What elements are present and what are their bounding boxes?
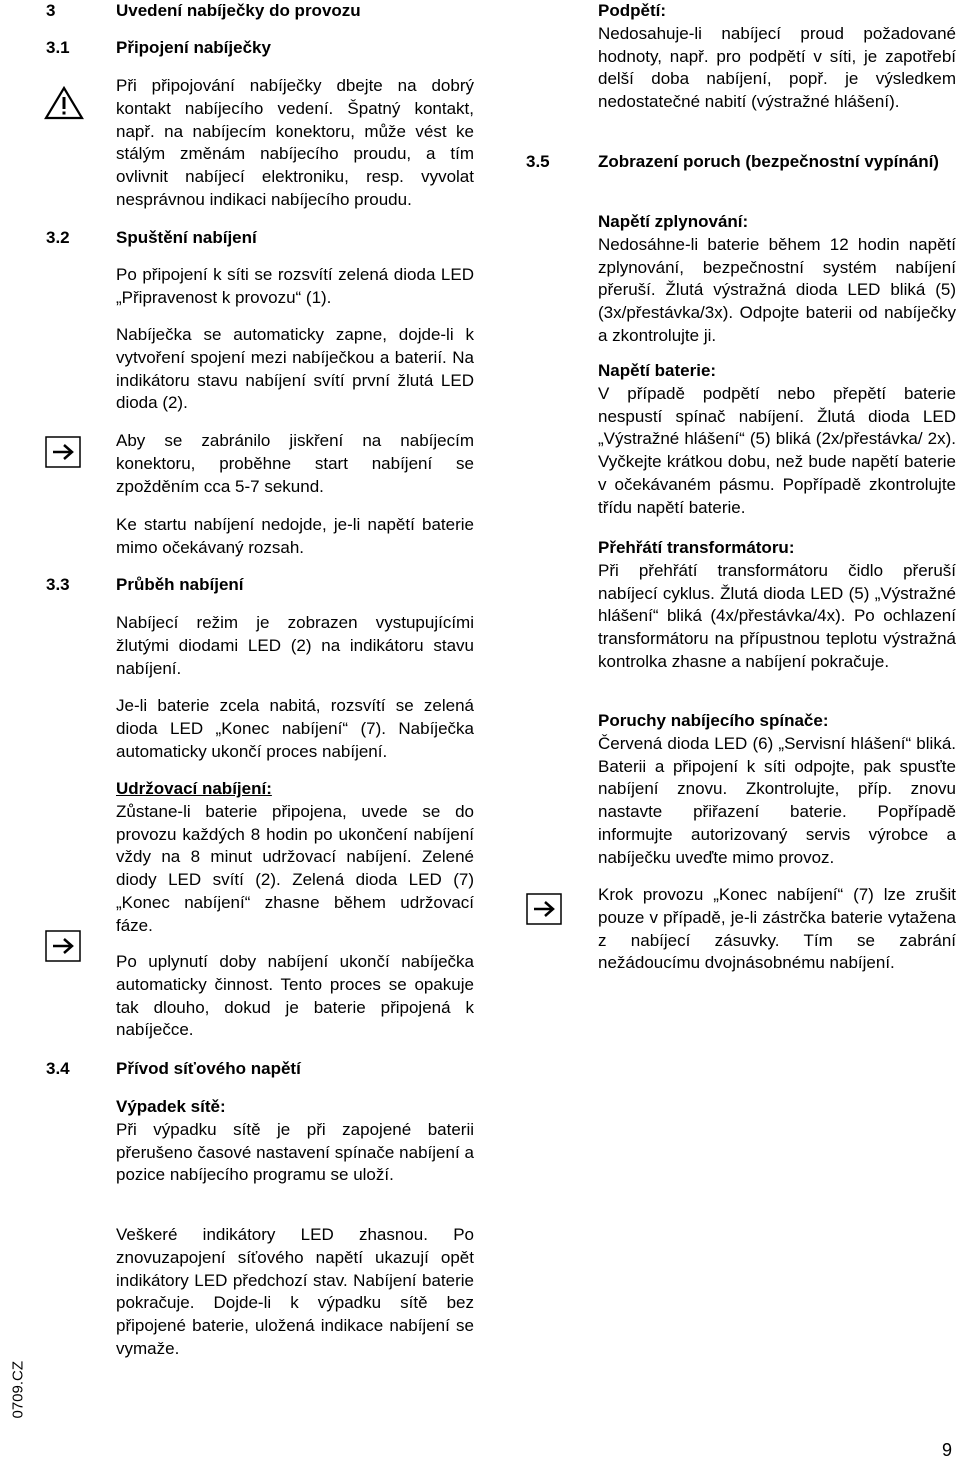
document-code: 0709.CZ — [9, 1360, 27, 1419]
subheading-power-failure: Výpadek sítě: — [116, 1097, 226, 1116]
subheading-undervoltage: Podpětí: — [598, 1, 666, 20]
section-title: Připojení nabíječky — [116, 38, 271, 57]
section-number: 3 — [46, 1, 56, 20]
paragraph-text: Při výpadku sítě je při zapojené baterii přerušeno časové nastavení spínače nabíjení a pozice nabíjecího programu se uloží. — [116, 1119, 474, 1185]
paragraph-text: Nedosáhne-li baterie během 12 hodin napětí zplynování, bezpečnostní systém nabíjení přeruší. Žlutá výstražná dioda LED bliká (5) (3x/přestávka/3x). Odpojte baterii od nabíječky a zkontrolujte ji. — [598, 234, 956, 345]
section-number: 3.3 — [46, 575, 70, 594]
arrow-note-icon — [526, 893, 562, 925]
section-number: 3.5 — [526, 152, 550, 171]
paragraph-led-off: Veškeré indikátory LED zhasnou. Po znovuzapojení síťového napětí ukazují opět indikátory LED předchozí stav. Nabíjení baterie pokračuje. Dojde-li k výpadku sítě bez připojené baterie, uložená indikace nabíjení se vymaže. — [116, 1225, 474, 1358]
paragraph-text: Zůstane-li baterie připojena, uvede se do provozu každých 8 hodin po ukončení nabíjení vždy na 8 minut udržovací nabíjení. Zelené diody LED svítí (2). Zelená dioda LED (7) „Konec nabíjení“ zhasne během udržovací fáze. — [116, 801, 474, 935]
section-number: 3.1 — [46, 38, 70, 57]
arrow-note-icon — [45, 436, 81, 468]
subheading-transformer-overheat: Přehřátí transformátoru: — [598, 538, 795, 557]
section-title: Přívod síťového napětí — [116, 1059, 301, 1078]
paragraph-voltage-range: Ke startu nabíjení nedojde, je-li napětí baterie mimo očekávaný rozsah. — [116, 515, 474, 557]
paragraph-text: Při přehřátí transformátoru čidlo přeruší nabíjecí cyklus. Žlutá dioda LED (5) „Výstražné hlášení“ bliká (4x/přestávka/4x). Po ochlazení transformátoru na přípustnou teplotu výstražná kontrolka zhasne a nabíjení pokračuje. — [598, 560, 956, 671]
section-number: 3.2 — [46, 228, 70, 247]
paragraph-maintenance-charging — [116, 778, 474, 938]
paragraph-power-failure — [116, 1096, 474, 1187]
paragraph-auto-start: Nabíječka se automaticky zapne, dojde-li k vytvoření spojení mezi nabíječkou a baterií. Na indikátoru stavu nabíjení svítí první žlutá LED dioda (2). — [116, 325, 474, 413]
paragraph-text: Červená dioda LED (6) „Servisní hlášení“ bliká. Baterii a připojení k síti odpojte, pak spusťte nabíjení znovu. Zkontrolujte, příp. znovu nastavte přiřazení baterie. Popřípadě informujte autorizovaný servis výrobce a nabíječku uveďte mimo provoz. — [598, 733, 956, 867]
subheading-gassing-voltage: Napětí zplynování: — [598, 212, 749, 231]
paragraph-start-led: Po připojení k síti se rozsvítí zelená dioda LED „Připravenost k provozu“ (1). — [116, 265, 474, 307]
page-number: 9 — [941, 1440, 952, 1460]
paragraph-fully-charged: Je-li baterie zcela nabitá, rozsvítí se zelená dioda LED „Konec nabíjení“ (7). Nabíječka automaticky ukončí proces nabíjení. — [116, 696, 474, 761]
paragraph-switch-failure — [598, 710, 956, 870]
paragraph-end-charging-cancel: Krok provozu „Konec nabíjení“ (7) lze zrušit pouze v případě, je-li zástrčka baterie vytažena z nabíjecí zásuvky. Tím se zabrání nežádoucímu dvojnásobnému nabíjení. — [598, 885, 956, 973]
subheading-battery-voltage: Napětí baterie: — [598, 361, 717, 380]
section-title: Spuštění nabíjení — [116, 228, 257, 247]
warning-triangle-icon — [44, 86, 84, 120]
paragraph-text: Nedosahuje-li nabíjecí proud požadované hodnoty, např. pro podpětí v síti, je zapotřebí delší doba nabíjení, popř. je výsledkem nedostatečné nabití (výstražné hlášení). — [598, 23, 956, 112]
paragraph-gassing-voltage — [598, 211, 956, 348]
subheading-switch-failure: Poruchy nabíjecího spínače: — [598, 711, 829, 730]
paragraph-undervoltage — [598, 0, 956, 114]
paragraph-auto-stop: Po uplynutí doby nabíjení ukončí nabíječka automaticky činnost. Tento proces se opakuje tak dlouho, dokud je baterie připojená k nabíječce. — [116, 952, 474, 1040]
paragraph-charging-mode: Nabíjecí režim je zobrazen vystupujícími žlutými diodami LED (2) na indikátoru stavu nabíjení. — [116, 613, 474, 678]
subheading-maintenance: Udržovací nabíjení: — [116, 779, 272, 798]
paragraph-text: V případě podpětí nebo přepětí baterie nespustí spínač nabíjení. Žlutá dioda LED „Výstražné hlášení“ (5) bliká (2x/přestávka/ 2x). Vyčkejte krátkou dobu, než bude napětí baterie v očekávaném pásmu. Popřípadě zkontrolujte třídu napětí baterie. — [598, 383, 956, 517]
section-title: Uvedení nabíječky do provozu — [116, 1, 361, 20]
paragraph-transformer-overheat — [598, 537, 956, 674]
paragraph-spark-delay: Aby se zabránilo jiskření na nabíjecím konektoru, proběhne start nabíjení se zpožděním cca 5-7 sekund. — [116, 431, 474, 496]
section-title: Průběh nabíjení — [116, 575, 244, 594]
arrow-note-icon — [45, 930, 81, 962]
paragraph-battery-voltage — [598, 360, 956, 520]
paragraph-connection-warning: Při připojování nabíječky dbejte na dobrý kontakt nabíjecího vedení. Špatný kontakt, např. na nabíjecím konektoru, může vést ke stálým změnám nabíjecího proudu, a tím ovlivnit nabíjecí elektroniku, resp. vyvolat nesprávnou indikaci nabíjecího proudu. — [116, 76, 474, 209]
section-number: 3.4 — [46, 1059, 70, 1078]
section-title: Zobrazení poruch (bezpečnostní vypínání) — [598, 152, 939, 171]
